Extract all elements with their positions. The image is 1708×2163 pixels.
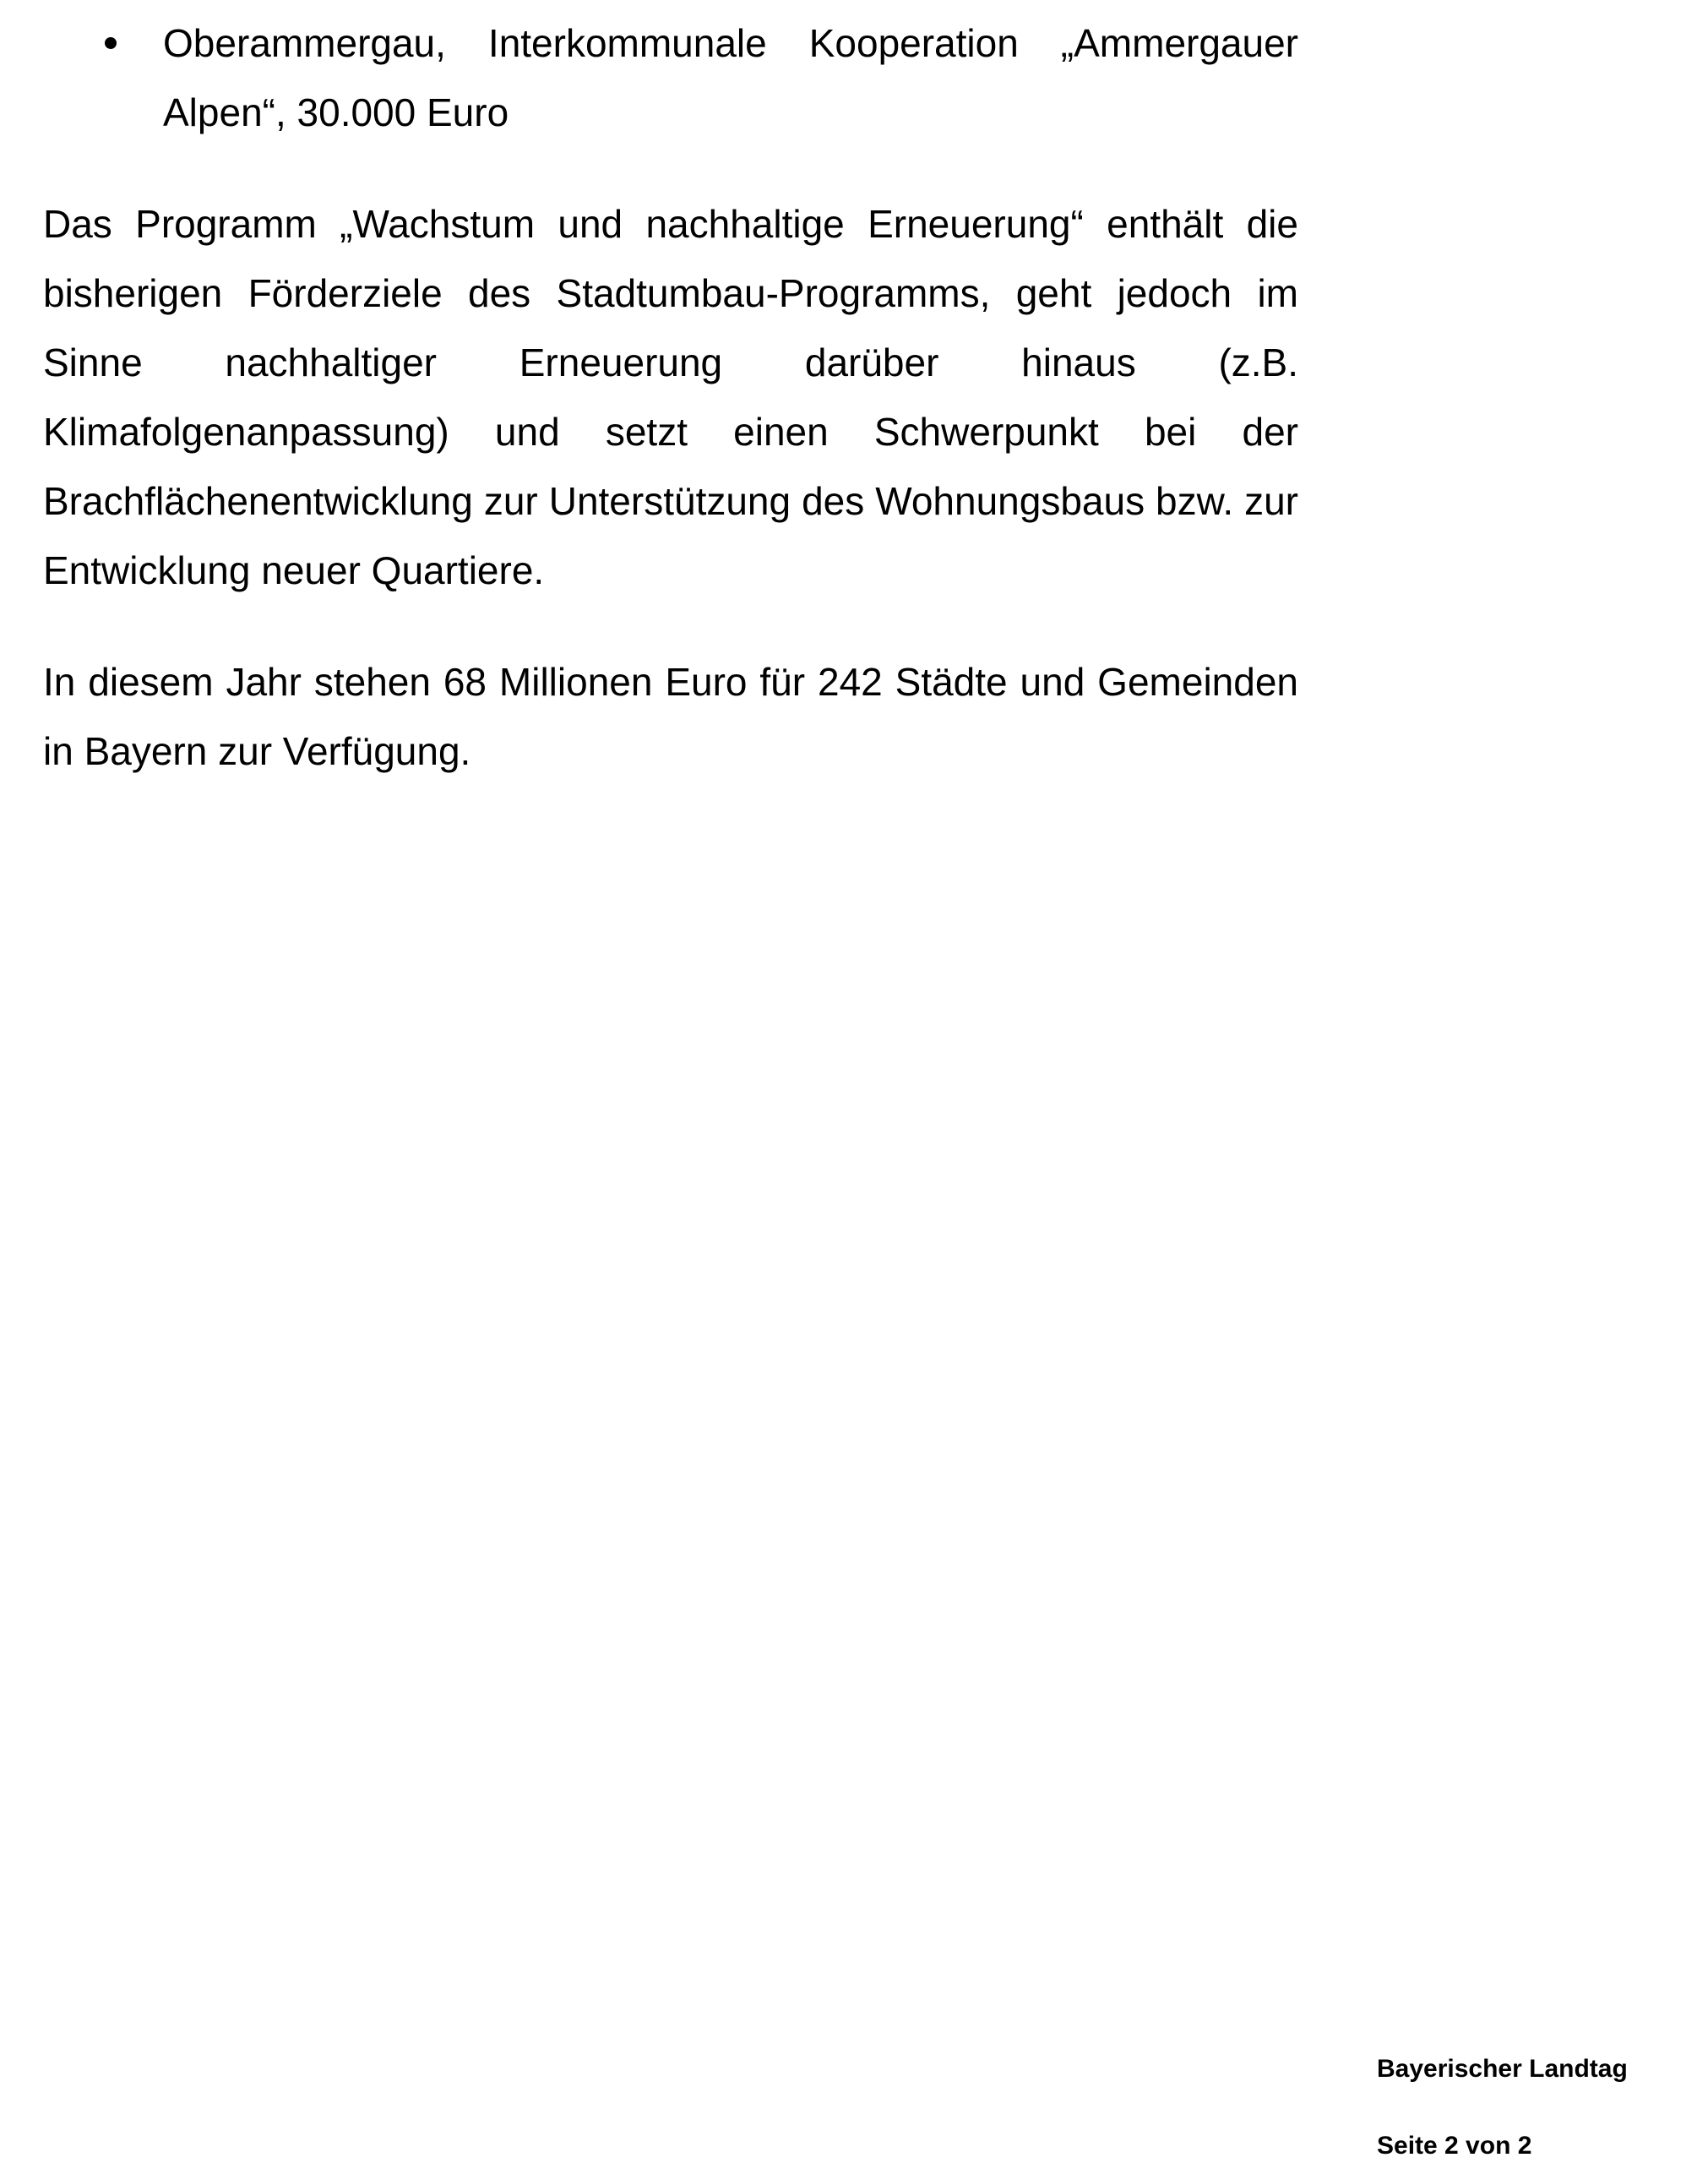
list-item bbox=[43, 8, 1298, 147]
paragraph-funding-summary: In diesem Jahr stehen 68 Millionen Euro für 242 Städte und Gemeinden in Bayern zur Verfügung. bbox=[43, 660, 1298, 773]
document-body bbox=[43, 8, 1298, 786]
paragraph-program-description: Das Programm „Wachstum und nachhaltige Erneuerung“ enthält die bisherigen Förderziele des Stadtumbau-Programms, geht jedoch im Sinne nachhaltiger Erneuerung darüber hinaus (z.B. Klimafolgenanpassung) und setzt einen Schwerpunkt bei der Brachflächenentwicklung zur Unterstützung des Wohnungsbaus bzw. zur Entwicklung neuer Quartiere. bbox=[43, 202, 1298, 592]
list-item-text: Oberammergau, Interkommunale Kooperation „Ammergauer Alpen“, 30.000 Euro bbox=[163, 21, 1298, 134]
bullet-list bbox=[43, 8, 1298, 147]
page-footer bbox=[1377, 2055, 1628, 2160]
bullet-icon bbox=[105, 37, 117, 49]
footer-organization: Bayerischer Landtag bbox=[1377, 2055, 1628, 2083]
page-number: Seite 2 von 2 bbox=[1377, 2132, 1532, 2160]
